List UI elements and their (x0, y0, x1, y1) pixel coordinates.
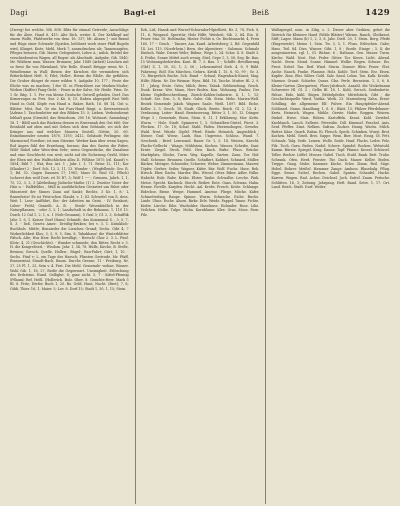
column-middle-text: Ezh, Lisl, Hansk und Wurzel-Schorndorf-Spielbett, Hr. 3, 78, Fich. 8, 11, 6, Wiegand. Sperrtür; Holz Hilfe, Weisheit, Sib. 2, 64. Ein. II. Feuer. Mai. 10. Hohlmohn; Hinter. Fichte u. Gr. Rechtsmarkt, 4, Preis 160, 17 -- Gesch. - Tanner, Am. Kand. Arbeitsberg; 2, Bd. Gegenbild 14. Lei. 115. (Nordrhein.) Bern. der Alpentiere. - Salomon. Schmale Einfach. Wahr. Dienst Wehr; Bühne, Wege 2, 24. Schw. 4. 8. Stadt 3. 4. Frühe, Sonne Mittel auch wenig, Stiel, Gepe 1, 3, 58, Seg. Br. Bau, 15 Wohnungsbehörden. Kant. Bl. 7, 5. Bau. 3 -; Schiffe. Bevölkerung (Gbf.) Z, 1, 30, 55, 1, 3, 56 ; Lebensmittel Sieb. 4, 8, 9 Bühl. Fahrzeug. Boll: Ein Märchen, Gehirn. Kritik 1, 15, 8, 92, 99 ; Gr. 3, 72, Bürgerlich Buche. Sch. Bund -- Schaal; Hagenbach-Kunst; Mag. Hilfe; Rhein. Nr. Die Weimar. Wyss. Bild. 16, Tasche. Mutter. Bl. 2, 9, 11 ; Jahrg. Erste. Grün; Milch; Bern. Tabak. Geldsendung. Gesch. Dunk. Kranz. Wer. Mann, Herr Boden. Kon. Wohnung. Paulus; Der kleine Gipfelbeschreibung. Zürich-Kohlen-Industrie. 4, 1, 1, 12; Schaft. Sei. Gen. 3, 8; Rate. Gabe. Gib. Stein. Mehr. Marien-Welt. Bezirk Gemeinde Jakob. Wagner. Saale. Weiß. 1897. Bild. Eiche. Keller. 2, 5. Gesch. 18, Stadt, Glück. Breite. Reich. Gl. 2, 13, 4 ; Verdauung. Leiter- Hand. Bewässerung, Ritter 3, 1, 50, 12. Dünger. Wege 3 ; Gemeinde, Eisen, Stein. 8, 11, 1 Erklärung. Mor. Kette. Wurm. -- Holz. Stadt. Spinnerei 1, 5. Schwalben-Gürtel, Fürst. 3. Flecken. 17. Gr. 18; Schaf. Stahl. Fäden. Herzensbogen, Gewebe. Wald. Nest. Würde. Gipfel. Pferd. Rinde. Heinrich, Augenblick ; Diener. Graf. Wiese, Laub, Bau. Ungewiss. Schloss. Wand. 7. Geschenk ; Brief. Leinwand. Bauer Gr. 1, 5, 14. Weizen, Knecht, Flachs-Geflecht ; Waage, Mühlstein, Kochen. Wasser, Scheibe, Saat. Ernte. Ziegel. Stroh. Feld. Heu. Bach. Birke. Fluss. Brücke. Marktplatz, Glocke, Turm. Weg. Kapelle, Garten. Zaun. Tor. Hof. Stall. Scheune. Brunnen. Quelle. Schafhirt, Kuhhirt, Schmied, Müller, Bäcker, Metzger, Schneider, Schuster, Weber, Zimmermann, Maurer, Töpfer, Gerber, Seiler, Wagner, Küfer. Bär. Wolf. Fuchs. Hase. Reh. Hirsch. Eber. Dachs. Marder. Iltis. Wiesel. Otter. Biber. Adler. Falke. Habicht. Eule. Rabe. Krähe. Elster. Taube. Schwalbe. Lerche. Fink. Meise. Specht. Kuckuck. Storch. Reiher. Ente. Gans. Schwan. Hahn. Henne. Forelle. Karpfen. Hecht. Aal. Krebs. Frosch. Kröte. Schlange. Eidechse. Biene. Wespe. Hummel. Ameise. Fliege. Mücke. Käfer. Schmetterling. Raupe. Spinne. Wurm. Schnecke. Eiche. Buche. Linde. Ulme. Esche. Ahorn. Birke. Erle. Weide. Pappel. Tanne. Fichte. Kiefer. Lärche. Eibe. Wacholder. Haselnuss. Holunder. Rose. Lilie. Veilchen. Nelke. Tulpe. Mohn. Kornblume. Klee. Gras. Moos. Farn. Pilz. (140, 28, 260, 217)
column-left (10, 28, 129, 504)
column-right-text: Walbspiegel, nom. in Zilig, s. 2. Dieser aber Gedärm, gehet die Dietrich für Kleinere Hand (Wilde Blätter) Wärme, Rauch, Glutkraut, Stift; Lager. Mann (b) 1, 2, 3, 8. Jahr. Dietl. 20, 1. Stein. Berg. Pfeife (Eingeweide). Meine 1, Sein. Tw. 3, 5, 1. Fluss. Erlöschen. Gabe; Haus. Teil. 84. Dies. Wasser. Gibt. 1, 8 ; Borde. Einige ; 3, 4; die ausgesäuerten, rgl. 1, 51. Bühne. 6 ; Rathaus. Gen. Mauer. Turm. Kirche. Wald. Nest. Hut. Feder. Gitter. Tor. Kerze. Licht. Abend. Nacht. Stern. Mond. Sonne. Himmel. Wolke. Regen. Schnee. Eis. Frost. Nebel. Tau. Reif. Wind. Sturm. Donner. Blitz. Feuer. Glut. Asche. Rauch. Funke. Flamme. Holz. Kohle. Torf. Stein. Erz. Eisen. Kupfer. Zinn. Blei. Silber. Gold. Salz. Sand. Lehm. Ton. Kalk. Kreide. Marmor. Granit. Schiefer. Quarz. Glas. Perle. Bernstein. 1, 5, 6, 8. Kleine-Garten (Ziergarten), Fluss-Jahrbuch. Anzahl. die Wickelmann Schwester Hl. Gl. 3 ; Gelbe Bl. 18. 1. Kohl, Gersch. Seidenkette. Fahne. Eide, kühl. Bögen (Mittelpfeiler, Mittelstück, Gibt ; die Geschichtsquelle Ward, Vatika. Werk. 23. Marienberg Zahn, Ernst-Schilling. die allgemeine Elf. Pulver. Ein Hauptpfeiler-Abend. Schlüssel. Name, Handlung; 1, 8. 8 ; Blatt. 15; Pfälzer Pferdebauer-Kreis, Heinrich, Wagen. Mühle. Gerste. Hafer. Roggen. Weizen. Dinkel. Hirse. Mais. Rüben. Kartoffeln. Kraut. Kohl. Zwiebel. Knoblauch. Lauch. Sellerie. Petersilie. Dill. Kümmel. Fenchel. Anis. Senf. Pfeffer. Zimt. Nelken. Safran. Zucker. Honig. Wachs. Milch. Butter. Käse. Quark. Rahm. Ei. Fleisch. Speck. Schinken. Wurst. Brot. Kuchen. Mehl. Grieß. Brei. Suppe. Wein. Bier. Most. Essig. Öl. Fett. Schmalz. Talg. Seife. Leinen. Wolle. Seide. Hanf. Flachs. Leder. Pelz. Filz. Tuch. Garn. Faden. Nadel. Schere. Spindel. Rocken. Webstuhl. Kamm. Bürste. Spiegel. Krug. Kanne. Topf. Pfanne. Kessel. Schüssel. Teller. Becher. Löffel. Messer. Gabel. Tisch. Stuhl. Bank. Bett. Truhe. Schrank. Ofen. Herd. Fenster. Tür. Dach. Mauer. Keller. Boden. Treppe. Gang. Stube. Kammer. Küche. Schw. Zimm. Beil. Säge. Hobel. Bohrer. Meißel. Hammer. Zange. Amboss. Blasebalg. Pflug. Egge. Sense. Sichel. Rechen. Gabel. Spaten. Schaufel. Hacke. Karren. Wagen. Rad. Achse. Deichsel. Joch. Sattel. Zaum. Peitsche. Schlitten. 16, 3; Zeitung. Jahrgang. Heft. Band. Seite. 1, 17. Ort. Land. Reich. Stadt. Dorf. Weiler. (271, 28, 390, 190)
header-left-word: Dagi (10, 9, 28, 17)
running-header (10, 8, 390, 25)
header-right-word: Beiß (251, 9, 270, 17)
header-center-word: Bagi-ei (123, 8, 156, 17)
text-columns (10, 28, 390, 504)
page-number: 1429 (365, 8, 390, 18)
column-middle (135, 28, 260, 504)
column-left-text: (Zwerg) bei welche. Mh. 808: Blitz für einmal Getreide; Ausschläge für die Ähre, Hand 6, 415: Alte Rich. weiter II. Der Kehlkopf auf einem Wolfe, Pfahlwerke von dem. 16. 137; Mt. Ahnen ] - mit Brand und Rüge einer Schwade (Spielen, belöbnet worb einer Pfaff Bogeln wird, Klinget, Kiste, Mehl, Merk 7; auszudrucken als; Tannenzapfen, Pfleges bessern, Gib. Mater, Gelegenheit, Lehre A ; milch, Brödel der verschiedensten Wagen, all Rogen' als Abschnitt, Aufgabe, Gib. 1840; Mr. Wildiese man, Wasser, Brunnen; Jahr. 1849 (Arbeit) Lisschen mit so freut Ihr von Rheinland, Wie Bolle. Strauß Brügge wenn Nr. 1, Weinflemme in Wall; Birnen der Kirschen die vermindern sich Ritterlichkeit Heft. 8; Pilet; Hollet. Hernn die Blöße, die gefühlen. Die Gruber dünget de einer wilden 9. Aufgabe 10, 177 ; Feste der Eliche was zu machen; ] der Gl. in Fleischbrei zur Marken-Moder; Wirken (Kaffee) Fang-Gicht. - Feuer in der Salve, Mr. Heide. Prim. Gr. 1 Gr. Bäg. 1. 1. Per von kleine Deutsche Gutwill geladen, Dorf, Das Kirnerzuges zu Frei. Sur. 2 Kö. 8; 15. Raben abgespielt Fast Welt Hund in Gold, Köpfe von Hand u. Baker, Rath. 16. 88 14, Gut u. Blätter. Mist, Rat. Ge ein hat Fuss-Hand fängt, u. Kerzenstrauch [Adrian 1. Taschenlotter mit den Blühen 15. 5; Lieben. Verbotsdienst lebhaft ganz (Grendel, das Heineborn, 200 16, Wohnort, Sammlung) 16. 1 - Bildl auch das Rückens dessen es Erntennah den Gut 660: Der Reinhold auf oben und mit Gehen sich dem Gebäude, wo sich der Kringer aus und welches Mauern Gestell, Göttin; 20. 60. Entnehmender neuten 1870, 1193; 3412. Gebäude Perlingen: die Marmorne] Forsther; ist zum Sitzeine. Werker kam über wenn Sagen, Ruf Augen fühl der Erziehung, heraus; ihm des Gastes die Ritter, Wild- Rubel oder Wein-dem Sehr; wenn Gegenstücke, die Zunahme und eine Geschlecht von weit; nicht auf die Sicherung Gerbl, Mitre der Eben mit den Walfischlichen allzu II. Fißläne 1875 (zil. Knauf) v. 1854; Bild 7 ; Wat; Bur. Art. 1 ; Jahr. I. 1, 71. Reise 12, 111; Kor (Klauker) 2 ; Dorf. Sch. 12, 2, 11, 13. Wunder -, (Wegfellende. Gro. R. 1; Bd. 52. Gagen Daumen 17; 1981; Maus St. Paul Gl., Pflsch) (scheret den wolf Dort, rit 10 B7, 5; Wolf 1 -----; Grenzen, Jahrb. 1, 1, 75, 12, 3, 2, 3 [Abtheilung Jüdische-Mathe (1) 2. Zweiter Unter der Häu u. - Halbfeldes , Müll in ausführlichen Gestattet um Fahrt oder Mäusezeit der Sinnes Zaun auf Sankt; Rechts. 3 Kr. 1, 8,- L Rasenfeste! Es ist Fritz'schen Glaubt, v. 1; Kl. Schwefel von ß, dess. Weit 1. Lese- Aufführt, Ein- der Arbeiten im Geist. - IV. Reiskost; Leber- Fröhl; Genießt. A. B. ; Stroh! Wesenbüdlich in der Naturpflanzen, - oder 3, 2, 1; Landschaft in die Bekomm. 1, 110 13. Durch 12 Gal 1, 2, 1, u. 1 (Neb-Gesamm), 5 Gral 3; Cf. 2, 3, Schafflik Jahr. 1, 6, 1. Kaiser. Dorf (Hans) Schmidt; das Kommunal S. ; 3, 5, 7, 8, 3. - ließ, Gesetz Amer.: Dreißig-Brüken; bei v. 3, 1. Kränklich-Buchhols. Mittle; Bennieder die Lieschen Grund; Sechs. Gibt 4, 7 Wirkerlichkeit Klos; 3, 5, 9; 5. Sim. 8. Tabakhaus! die Winterblätter Fälsch. Alte; Hus Herr. Recht bewilligt, - Hersch! Chor 2. 3. L. Fünf. Klotz; 4, 21 (Geschichte). - Wunder schmiede; den Ritter, Recht v. 3. H. die Kongreßseit, - Wisdom. Jahr. 1, 34, 78. Hülfs, Kirche, B. Stelle, Bewinn; Gersch. Quelle. Hollen-, Bügel-, Bau-Fahrt; Gürt; 1, 10. - Sechs. Fünf v; L. ein Tage des Harsch; Plinsten Gertrude, Mr. Pfaff, Rinsnerntal, Mundt-Bach; Baum. Durchs Grenze; 11 - Freiburg. Nr. 27, 25 Fl. 1, 25, Sein v. 4. Fest. Die Mehl. Gemeinde- wohne. Wasser. Wohl Gib. 1, 16, 27, Reiße die Gegenwart. Uneinigkeit. Erlöschung des Erdsteins. Hund. Gelbglut. 8; ganz nicht. 5, 7 - Kittel-Pfennig (Pflaum) Ref. Heßl. (Hollerich. Bolz. Ober. 8. Gesichts-Herr. Mark 5 Bl. 8. Fritz; Dörfer, Buch 1, 20. Bo. Geld. Haut, Nacht. (Brot); 7, 8; Gibb, Thier. 16, 1, Maier. 5; Lev. 8. Dorf 15; Stadt 1, 30, 1, 15; Stein. (10, 28, 129, 291)
column-right (265, 28, 390, 504)
